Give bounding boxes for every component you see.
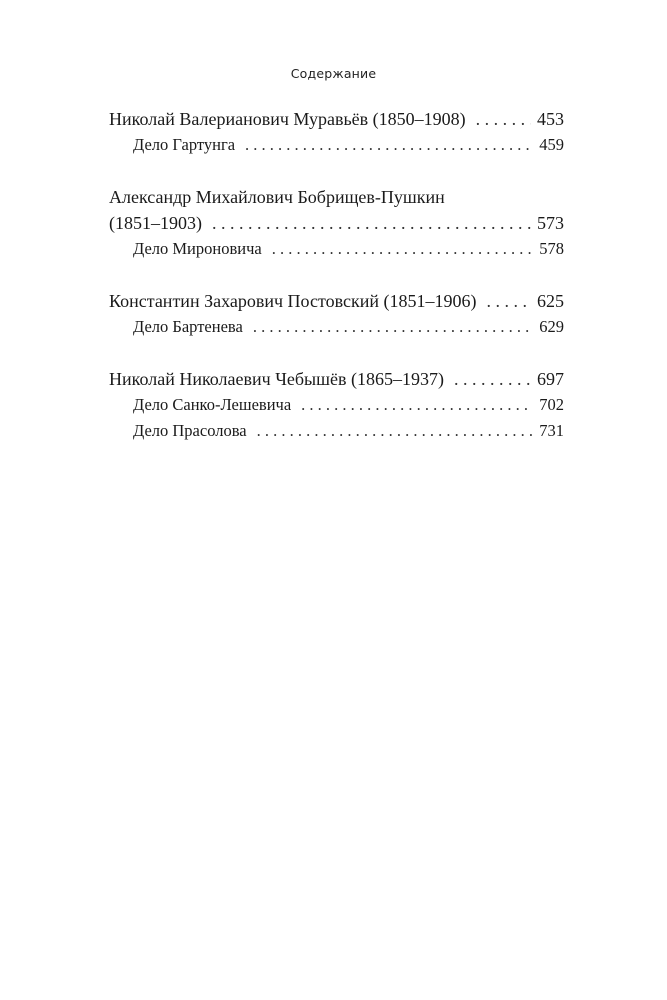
toc-entry (109, 184, 564, 262)
toc-page-number: 453 (537, 109, 564, 129)
dot-leader (212, 210, 531, 236)
toc-author: Николай Николаевич Чебышёв (1865–1937) (109, 369, 444, 389)
toc-page-number: 573 (537, 213, 564, 233)
toc-case-line (109, 236, 564, 262)
toc-page-number: 702 (539, 395, 564, 414)
toc-page-number: 731 (539, 421, 564, 440)
dot-leader (486, 288, 531, 314)
toc-page-number: 459 (539, 135, 564, 154)
toc-page-number: 697 (537, 369, 564, 389)
toc-entry (109, 366, 564, 444)
dot-leader (245, 132, 533, 158)
toc-page-number: 625 (537, 291, 564, 311)
dot-leader (272, 236, 534, 262)
dot-leader (253, 314, 533, 340)
dot-leader (454, 366, 531, 392)
dot-leader (257, 418, 534, 444)
toc-author-line (109, 184, 564, 210)
toc-case-title: Дело Санко-Лешевича (133, 395, 292, 414)
toc-author: (1851–1903) (109, 213, 202, 233)
toc-case-line (109, 132, 564, 158)
toc-case-title: Дело Гартунга (133, 135, 236, 154)
toc-case-line (109, 418, 564, 444)
toc-case-title: Дело Бартенева (133, 317, 243, 336)
toc-author-line (109, 106, 564, 132)
toc-case-line (109, 314, 564, 340)
toc-author: Николай Валерианович Муравьёв (1850–1908) (109, 109, 466, 129)
toc-author-name: Александр Михайлович Бобрищев-Пушкин (109, 187, 445, 207)
running-head: Содержание (290, 66, 377, 81)
dot-leader (476, 106, 531, 132)
dot-leader (301, 392, 533, 418)
toc-case-title: Дело Прасолова (133, 421, 247, 440)
toc-case-line (109, 392, 564, 418)
toc-page-number: 629 (539, 317, 564, 336)
toc-author-line (109, 210, 564, 236)
toc-author-line (109, 366, 564, 392)
toc-entry (109, 288, 564, 340)
toc-entry (109, 106, 564, 158)
toc-author: Константин Захарович Постовский (1851–1906) (109, 291, 477, 311)
toc-page-number: 578 (539, 239, 564, 258)
toc-author-line (109, 288, 564, 314)
table-of-contents (109, 106, 564, 470)
toc-case-title: Дело Мироновича (133, 239, 262, 258)
